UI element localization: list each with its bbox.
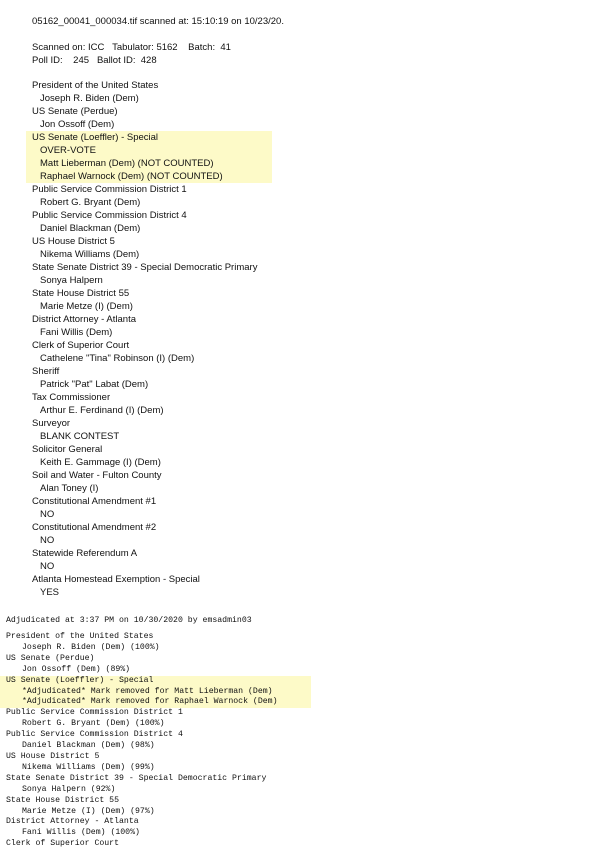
contest-title: US Senate (Loeffler) - Special (32, 132, 159, 143)
contest-block (26, 131, 272, 183)
adjudication-contest-title: Public Service Commission District 1 (6, 708, 183, 718)
contest-choice: Nikema Williams (Dem) (40, 249, 140, 260)
contest-title: Clerk of Superior Court (32, 340, 130, 351)
contest-block (32, 183, 362, 209)
contest-block (32, 547, 362, 573)
contest-choice: BLANK CONTEST (40, 431, 120, 442)
contest-block (32, 469, 362, 495)
contest-block (32, 573, 362, 599)
adjudication-contest-title: Public Service Commission District 4 (6, 730, 183, 740)
contest-title: State Senate District 39 - Special Democratic Primary (32, 262, 258, 273)
contest-choice: Alan Toney (I) (40, 483, 99, 494)
contest-list (32, 79, 362, 599)
adjudication-header: Adjudicated at 3:37 PM on 10/30/2020 by emsadmin03 (6, 616, 252, 625)
contest-block (32, 235, 362, 261)
contest-block (32, 443, 362, 469)
contest-choice: NO (40, 535, 55, 546)
contest-block (32, 79, 362, 105)
adjudication-contest-title: State House District 55 (6, 795, 120, 805)
contest-choice: NO (40, 561, 55, 572)
contest-choice: Marie Metze (I) (Dem) (40, 301, 133, 312)
contest-block (32, 339, 362, 365)
adjudication-choice: Daniel Blackman (Dem) (98%) (22, 741, 155, 751)
contest-title: Atlanta Homestead Exemption - Special (32, 574, 200, 585)
contest-choice: Joseph R. Biden (Dem) (40, 93, 139, 104)
contest-title: US Senate (Perdue) (32, 106, 118, 117)
contest-block (32, 105, 362, 131)
contest-choice: Patrick "Pat" Labat (Dem) (40, 379, 149, 390)
contest-choice: Matt Lieberman (Dem) (NOT COUNTED) (40, 158, 214, 169)
contest-choice: Daniel Blackman (Dem) (40, 223, 141, 234)
adjudication-choice: Nikema Williams (Dem) (99%) (22, 762, 155, 772)
contest-title: Public Service Commission District 4 (32, 210, 187, 221)
contest-title: Constitutional Amendment #1 (32, 496, 157, 507)
contest-block (32, 391, 362, 417)
contest-title: Tax Commissioner (32, 392, 111, 403)
contest-block (32, 495, 362, 521)
scan-info-line: Poll ID: 245 Ballot ID: 428 (32, 55, 157, 67)
adjudication-contest-title: President of the United States (6, 632, 154, 641)
adjudication-choice: *Adjudicated* Mark removed for Matt Lieberman (Dem) (22, 686, 273, 696)
contest-choice: Raphael Warnock (Dem) (NOT COUNTED) (40, 171, 223, 182)
adjudication-contest-title: Clerk of Superior Court (6, 839, 120, 849)
contest-block (32, 261, 362, 287)
adjudication-contest-title: District Attorney - Atlanta (6, 817, 139, 827)
contest-block (32, 209, 362, 235)
contest-title: President of the United States (32, 80, 159, 91)
scan-info (32, 41, 231, 67)
contest-title: District Attorney - Atlanta (32, 314, 137, 325)
adjudication-choice: Joseph R. Biden (Dem) (100%) (22, 642, 160, 652)
adjudication-choice: Robert G. Bryant (Dem) (100%) (22, 719, 165, 729)
contest-title: Soil and Water - Fulton County (32, 470, 162, 481)
contest-block (32, 365, 362, 391)
adjudication-choice: *Adjudicated* Mark removed for Raphael Warnock (Dem) (22, 697, 278, 707)
scan-info-line: Scanned on: ICC Tabulator: 5162 Batch: 41 (32, 42, 231, 53)
contest-choice: Sonya Halpern (40, 275, 103, 286)
adjudication-list (6, 632, 386, 850)
adjudication-choice: Jon Ossoff (Dem) (89%) (22, 664, 131, 674)
contest-title: Sheriff (32, 366, 60, 377)
contest-title: State House District 55 (32, 288, 130, 299)
contest-block (32, 521, 362, 547)
contest-title: Public Service Commission District 1 (32, 184, 187, 195)
contest-block (32, 313, 362, 339)
contest-title: Solicitor General (32, 444, 103, 455)
contest-choice: NO (40, 509, 55, 520)
contest-choice: Arthur E. Ferdinand (I) (Dem) (40, 405, 164, 416)
adjudication-choice: Fani Willis (Dem) (100%) (22, 828, 140, 838)
adjudication-choice: Sonya Halpern (92%) (22, 784, 116, 794)
adjudication-contest-title: US Senate (Perdue) (6, 653, 95, 663)
contest-choice: YES (40, 587, 60, 598)
contest-choice: Robert G. Bryant (Dem) (40, 197, 141, 208)
contest-title: Statewide Referendum A (32, 548, 138, 559)
contest-title: Constitutional Amendment #2 (32, 522, 157, 533)
adjudication-highlight (0, 676, 311, 709)
adjudication-choice: Marie Metze (I) (Dem) (97%) (22, 806, 155, 816)
adjudication-contest-title: State Senate District 39 - Special Democratic Primary (6, 773, 267, 783)
adjudication-contest-title: US House District 5 (6, 751, 100, 761)
contest-choice: Jon Ossoff (Dem) (40, 119, 115, 130)
contest-choice: OVER-VOTE (40, 145, 96, 156)
contest-choice: Cathelene "Tina" Robinson (I) (Dem) (40, 353, 195, 364)
contest-title: US House District 5 (32, 236, 115, 247)
contest-choice: Keith E. Gammage (I) (Dem) (40, 457, 161, 468)
contest-choice: Fani Willis (Dem) (40, 327, 113, 338)
contest-title: Surveyor (32, 418, 71, 429)
scan-header: 05162_00041_000034.tif scanned at: 15:10:19 on 10/23/20. (32, 16, 284, 27)
contest-block (32, 417, 362, 443)
adjudication-contest-title: US Senate (Loeffler) - Special (6, 675, 154, 685)
contest-block (32, 287, 362, 313)
